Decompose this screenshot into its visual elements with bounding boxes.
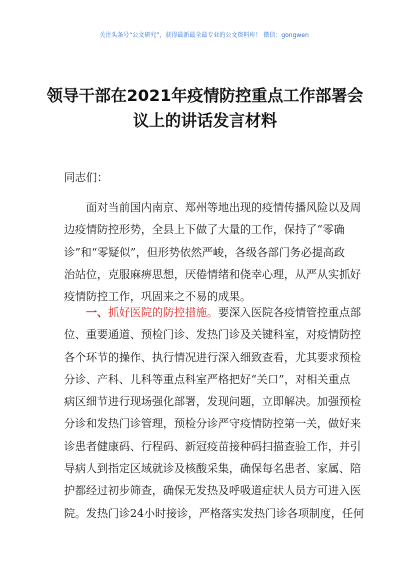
paragraph-line: 诊患者健康码、行程码、新冠疫苗接种码扫描查验工作，并引	[64, 439, 361, 453]
section-heading-text: 抓好医院的防控措施。	[108, 306, 218, 319]
paragraph-line: 面对当前国内南京、郑州等地出现的疫情传播风险以及周	[64, 201, 361, 214]
paragraph-line: 各个环节的操作、执行情况进行深入细致查看，尤其要求预检	[64, 350, 361, 364]
paragraph-line: 导病人到指定区域就诊及核酸采集，确保每名患者、家属、陪	[64, 462, 361, 476]
paragraph-section-one	[64, 302, 364, 525]
paragraph-intro	[64, 197, 364, 308]
header-banner: 关注头条号“公文研究”，获得最新最全最专业的公文资料库！ 微信：gongwen	[99, 32, 309, 39]
paragraph-line: 疫情防控工作，巩固来之不易的成果。	[64, 290, 251, 304]
paragraph-line: 位、重要通道、预检门诊、发热门诊及关键科室，对疫情防控	[64, 328, 361, 342]
paragraph-line: 护都经过初步筛查，确保无发热及呼吸道症状人员方可进入医	[64, 484, 361, 498]
paragraph-line: 边疫情防控形势，全县上下做了大量的工作，保持了“零确	[64, 223, 345, 237]
section-heading-line	[64, 302, 364, 324]
section-first-line-text: 要深入医院各疫情管控重点部	[218, 306, 361, 319]
paragraph-line: 治站位，克服麻痹思想，厌倦情绪和侥幸心理，从严从实抓好	[64, 267, 361, 281]
paragraph-line: 病区细节进行现场强化部署，发现问题，立即解决。加强预检	[64, 395, 361, 409]
title-line: 领导干部在2021年疫情防控重点工作部署会	[46, 86, 364, 105]
title-line: 议上的讲话发言材料	[132, 111, 277, 130]
paragraph-line: 院。发热门诊24小时接诊，严格落实发热门诊各项制度，任何	[64, 506, 364, 520]
section-heading-number: 一、	[86, 306, 108, 319]
salutation: 同志们：	[64, 171, 108, 184]
paragraph-line: 分诊、产科、儿科等重点科室严格把好“关口”，对相关重点	[64, 372, 351, 386]
paragraph-line: 分诊和发热门诊管理，预检分诊严守疫情防控第一关，做好来	[64, 417, 361, 431]
document-title	[40, 83, 370, 133]
paragraph-line: 诊”和“零疑似”，但形势依然严峻，各级各部门务必提高政	[64, 245, 345, 259]
